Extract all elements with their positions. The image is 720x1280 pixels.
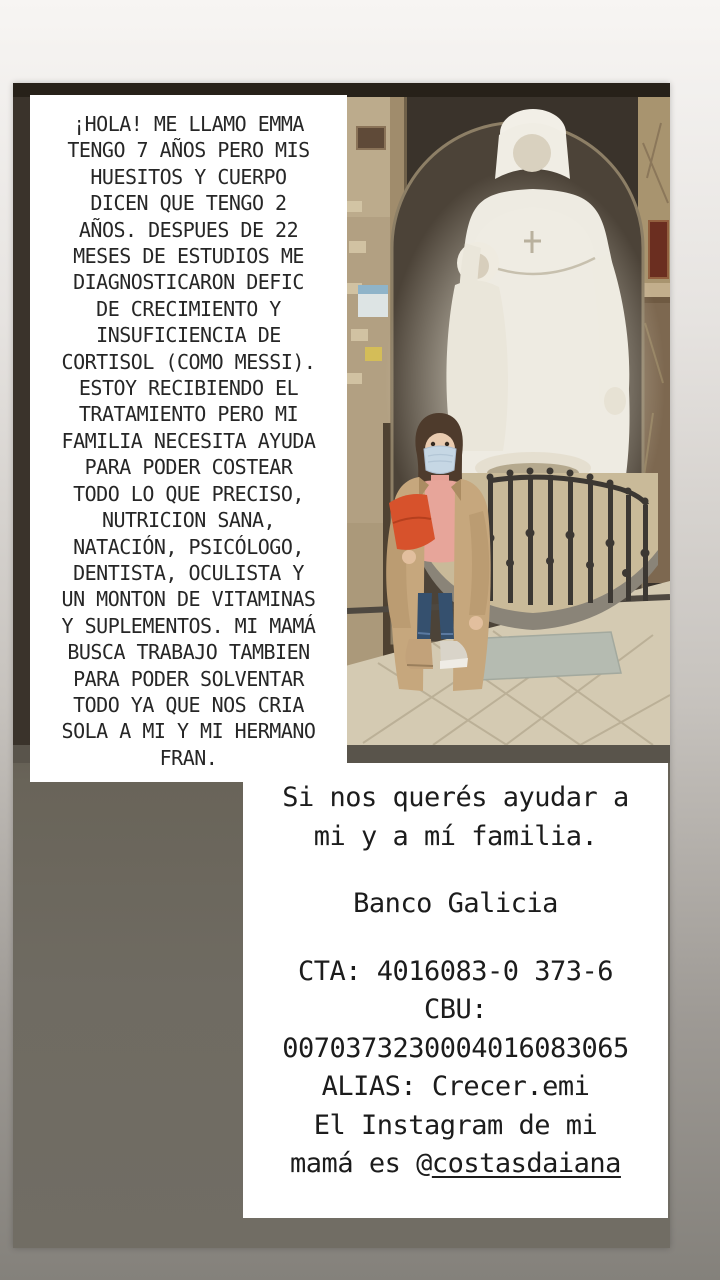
card-line: BUSCA TRABAJO TAMBIEN: [67, 640, 310, 665]
girl-face-mask: [424, 446, 456, 474]
card-line: ESTOY RECIBIENDO EL: [78, 376, 299, 401]
card-line: CORTISOL (COMO MESSI).: [61, 349, 316, 374]
card-line: PARA PODER SOLVENTAR: [73, 666, 304, 691]
card-line: DICEN QUE TENGO 2: [90, 191, 287, 216]
girl-hand: [402, 550, 416, 564]
card-line: FAMILIA NECESITA AYUDA: [61, 428, 316, 453]
donation-intro-line1: Si nos querés ayudar a: [282, 782, 629, 813]
card-line: DIAGNOSTICARON DEFIC: [73, 270, 304, 295]
card-line: ¡HOLA! ME LLAMO EMMA: [73, 112, 304, 136]
card-line: MESES DE ESTUDIOS ME: [73, 244, 304, 269]
card-line: NATACIÓN, PSICÓLOGO,: [73, 534, 304, 559]
card-line: TODO YA QUE NOS CRIA: [73, 692, 304, 717]
cbu-label: CBU:: [423, 994, 488, 1025]
alias: ALIAS: Crecer.emi: [321, 1071, 590, 1102]
instagram-line1: El Instagram de mi: [313, 1109, 598, 1141]
bank-name: Banco Galicia: [353, 888, 558, 919]
instagram-prefix: mamá es @: [290, 1148, 432, 1179]
instagram-line2: [249, 1145, 662, 1184]
card-line: NUTRICION SANA,: [101, 508, 276, 533]
card-line: PARA PODER COSTEAR: [84, 455, 293, 480]
card-line: FRAN.: [159, 745, 218, 770]
card-line: TRATAMIENTO PERO MI: [78, 402, 299, 427]
instagram-handle-link[interactable]: costasdaiana: [431, 1148, 621, 1179]
donation-panel: [243, 763, 668, 1218]
intro-card: [30, 95, 347, 782]
story-collage: [13, 83, 670, 1248]
card-line: DE CRECIMIENTO Y: [96, 296, 281, 321]
card-line: UN MONTON DE VITAMINAS: [61, 587, 316, 612]
card-line: INSUFICIENCIA DE: [96, 323, 281, 348]
card-line: DENTISTA, OCULISTA Y: [73, 560, 304, 585]
card-line: AÑOS. DESPUES DE 22: [78, 217, 299, 242]
statue-hand: [604, 387, 626, 415]
card-line: Y SUPLEMENTOS. MI MAMÁ: [61, 613, 316, 638]
cbu-number: 0070373230004016083065: [282, 1032, 629, 1064]
card-line: SOLA A MI Y MI HERMANO: [61, 719, 316, 744]
donation-intro-line2: mi y a mí familia.: [313, 820, 598, 852]
statue-face: [513, 134, 551, 172]
intro-card-text: [38, 111, 339, 771]
card-line: TENGO 7 AÑOS PERO MIS: [67, 138, 310, 163]
card-line: HUESITOS Y CUERPO: [90, 164, 287, 189]
account-number: CTA: 4016083-0 373-6: [297, 955, 614, 987]
card-line: TODO LO QUE PRECISO,: [73, 481, 304, 506]
